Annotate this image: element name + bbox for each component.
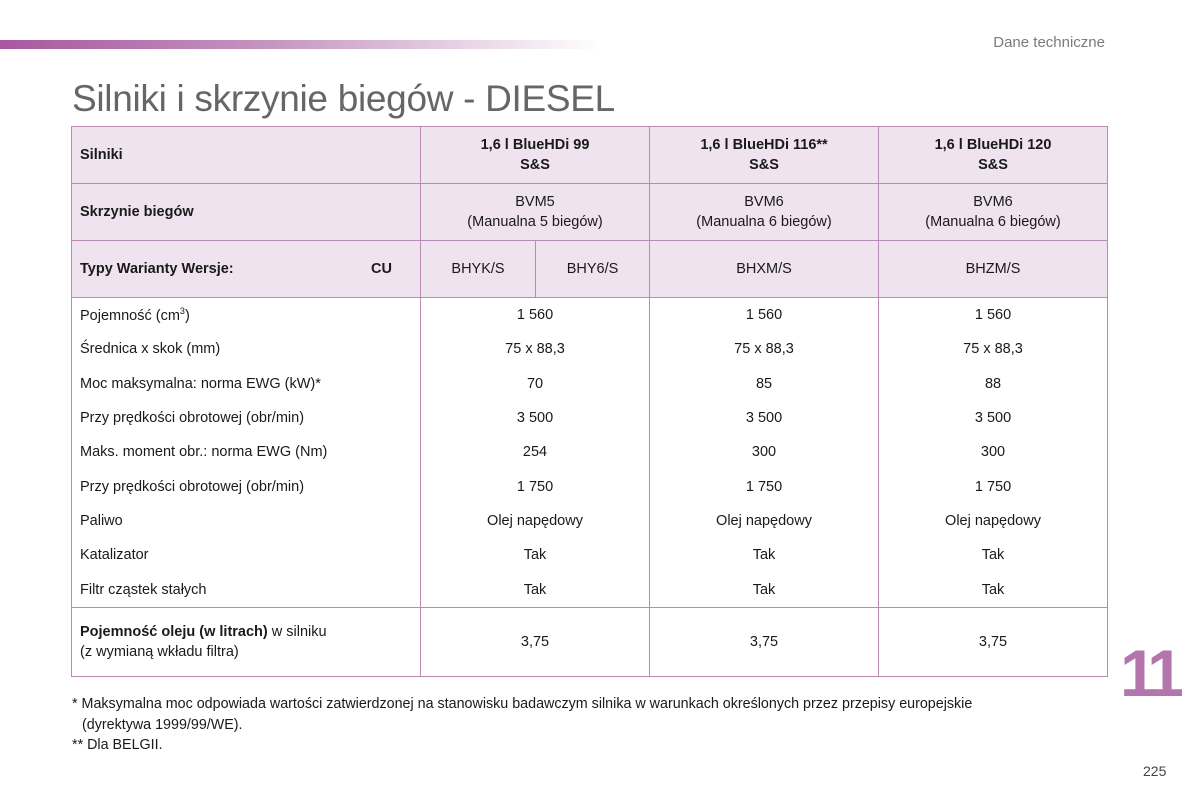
- spec-value: 3 500: [879, 401, 1108, 435]
- engine-cell: 1,6 l BlueHDi 116** S&S: [650, 127, 879, 184]
- spec-value: Olej napędowy: [421, 504, 650, 538]
- footnote-1-cont: (dyrektywa 1999/99/WE).: [82, 716, 243, 733]
- spec-value: Tak: [650, 538, 879, 572]
- gearbox-label: Skrzynie biegów: [72, 184, 421, 241]
- spec-value: 88: [879, 367, 1108, 401]
- spec-label: Przy prędkości obrotowej (obr/min): [72, 401, 421, 435]
- oil-value: 3,75: [650, 607, 879, 676]
- spec-value: 3 500: [650, 401, 879, 435]
- header-accent-bar: [0, 40, 600, 49]
- spec-value: Tak: [650, 572, 879, 607]
- spec-value: Tak: [879, 538, 1108, 572]
- oil-value: 3,75: [879, 607, 1108, 676]
- spec-value: Olej napędowy: [650, 504, 879, 538]
- gearbox-row: [72, 184, 1108, 241]
- spec-value: 3 500: [421, 401, 650, 435]
- type-cell: BHZM/S: [879, 241, 1108, 298]
- spec-value: 1 560: [650, 298, 879, 333]
- spec-label: Pojemność $(cm^3)$: [72, 298, 421, 333]
- spec-value: 1 750: [879, 469, 1108, 503]
- spec-label: Średnica x skok (mm): [72, 332, 421, 366]
- spec-row: [72, 332, 1108, 366]
- footnote-2: ** Dla BELGII.: [72, 737, 163, 753]
- spec-label: Katalizator: [72, 538, 421, 572]
- type-cell: BHYK/S: [421, 241, 536, 298]
- spec-row: [72, 538, 1108, 572]
- spec-value: 300: [650, 435, 879, 469]
- spec-row: [72, 298, 1108, 333]
- engine-cell: 1,6 l BlueHDi 99 S&S: [421, 127, 650, 184]
- spec-value: 75 x 88,3: [421, 332, 650, 366]
- spec-value: Tak: [421, 572, 650, 607]
- spec-value: 70: [421, 367, 650, 401]
- engine-cell: 1,6 l BlueHDi 120 S&S: [879, 127, 1108, 184]
- spec-value: 300: [879, 435, 1108, 469]
- spec-label: Filtr cząstek stałych: [72, 572, 421, 607]
- spec-row: [72, 469, 1108, 503]
- spec-row: [72, 401, 1108, 435]
- gearbox-cell: BVM6 (Manualna 6 biegów): [879, 184, 1108, 241]
- spec-label: Maks. moment obr.: norma EWG (Nm): [72, 435, 421, 469]
- spec-value: Tak: [421, 538, 650, 572]
- spec-value: 75 x 88,3: [650, 332, 879, 366]
- engine-spec-table: [71, 126, 1108, 677]
- spec-value: 85: [650, 367, 879, 401]
- spec-label: Paliwo: [72, 504, 421, 538]
- types-label: Typy Warianty Wersje: CU: [72, 241, 421, 298]
- oil-capacity-label: Pojemność oleju (w litrach) w silniku (z wymianą wkładu filtra): [72, 607, 421, 676]
- page-number: 225: [1143, 763, 1167, 779]
- spec-value: 1 560: [879, 298, 1108, 333]
- spec-value: 1 750: [650, 469, 879, 503]
- footnotes: [72, 694, 972, 756]
- engines-row: [72, 127, 1108, 184]
- page-title: Silniki i skrzynie biegów - DIESEL: [72, 78, 615, 119]
- gearbox-cell: BVM6 (Manualna 6 biegów): [650, 184, 879, 241]
- spec-label: Przy prędkości obrotowej (obr/min): [72, 469, 421, 503]
- spec-value: 1 560: [421, 298, 650, 333]
- spec-value: 75 x 88,3: [879, 332, 1108, 366]
- spec-row: [72, 367, 1108, 401]
- spec-value: 254: [421, 435, 650, 469]
- spec-row: [72, 504, 1108, 538]
- footnote-1: * Maksymalna moc odpowiada wartości zatwierdzonej na stanowisku badawczym silnika w warunkach określonych przez przepisy europejskie: [72, 696, 973, 712]
- spec-label: Moc maksymalna: norma EWG (kW)*: [72, 367, 421, 401]
- engines-label: Silniki: [72, 127, 421, 184]
- oil-capacity-row: [72, 607, 1108, 676]
- spec-value: 1 750: [421, 469, 650, 503]
- type-cell: BHY6/S: [536, 241, 650, 298]
- oil-value: 3,75: [421, 607, 650, 676]
- types-row: [72, 241, 1108, 298]
- spec-value: Tak: [879, 572, 1108, 607]
- section-title: Dane techniczne: [993, 34, 1105, 51]
- chapter-number: 11: [1120, 636, 1178, 710]
- type-cell: BHXM/S: [650, 241, 879, 298]
- spec-value: Olej napędowy: [879, 504, 1108, 538]
- gearbox-cell: BVM5 (Manualna 5 biegów): [421, 184, 650, 241]
- spec-row: [72, 435, 1108, 469]
- spec-row: [72, 572, 1108, 607]
